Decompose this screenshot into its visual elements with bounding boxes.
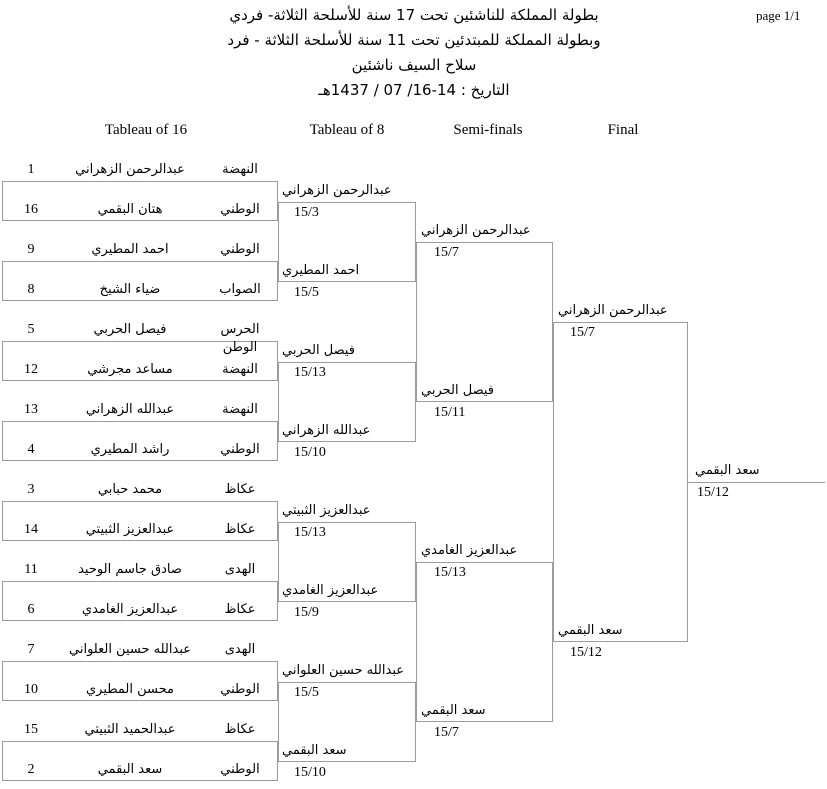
column-header-tableau8: Tableau of 8: [309, 122, 385, 138]
match-score: 15/7: [570, 325, 595, 340]
match-score: 15/10: [294, 445, 326, 460]
fencer-name: عبدالله حسين العلواني: [69, 642, 191, 657]
winner-name: عبدالرحمن الزهراني: [282, 183, 392, 198]
fencer-name: سعد البقمي: [97, 762, 163, 777]
match-connector-sf-2: [416, 562, 553, 722]
match-score: 15/9: [294, 605, 319, 620]
fencer-name: احمد المطيري: [91, 242, 169, 257]
winner-name: احمد المطيري: [282, 263, 360, 278]
date-line: التاريخ : 14-16/ 07 / 1437هـ: [318, 81, 510, 99]
club-name: الوطني: [220, 242, 260, 257]
seed-number: 12: [24, 362, 38, 377]
match-score: 15/13: [434, 565, 466, 580]
fencer-name: مساعد مجرشي: [87, 362, 173, 377]
champion-score: 15/12: [697, 485, 729, 500]
title-line-1: بطولة المملكة للناشئين تحت 17 سنة للأسلحة الثلاثة- فردي: [229, 6, 599, 24]
club-name: الوطني: [220, 682, 260, 697]
match-score: 15/7: [434, 245, 459, 260]
fencer-name: عبدالله الزهراني: [85, 402, 175, 417]
sheet-header: [114, 3, 714, 103]
club-name: النهضة: [222, 362, 258, 377]
winner-name: عبدالرحمن الزهراني: [421, 223, 531, 238]
match-score: 15/3: [294, 205, 319, 220]
match-connector-final: [553, 322, 688, 642]
seed-number: 10: [24, 682, 38, 697]
winner-name: فيصل الحربي: [421, 383, 494, 398]
match-score: 15/12: [570, 645, 602, 660]
fencer-name: عبدالحميد الثبيتي: [84, 722, 176, 737]
seed-number: 9: [27, 242, 35, 257]
club-name: الحرس الوطن: [220, 322, 260, 355]
fencer-name: عبدالرحمن الزهراني: [75, 162, 185, 177]
seed-number: 7: [27, 642, 35, 657]
match-score: 15/10: [294, 765, 326, 780]
club-name: الوطني: [220, 202, 260, 217]
column-header-semifinals: Semi-finals: [453, 122, 523, 138]
fencer-name: عبدالعزيز الغامدي: [81, 602, 179, 617]
match-connector-sf-1: [416, 242, 553, 402]
club-name: النهضة: [222, 162, 258, 177]
winner-name: عبدالعزيز الغامدي: [421, 543, 518, 558]
winner-name: عبدالعزيز الغامدي: [282, 583, 379, 598]
fencer-name: صادق جاسم الوحيد: [78, 562, 182, 577]
seed-number: 8: [27, 282, 35, 297]
match-score: 15/11: [434, 405, 466, 420]
fencer-name: فيصل الحربي: [93, 322, 167, 337]
club-name: عكاظ: [224, 602, 256, 617]
winner-name: سعد البقمي: [282, 743, 347, 758]
winner-name: سعد البقمي: [421, 703, 486, 718]
fencer-name: ضياء الشيخ: [99, 282, 161, 297]
title-line-2: وبطولة المملكة للمبتدئين تحت 11 سنة للأسلحة الثلاثة - فرد: [227, 31, 601, 49]
club-name: عكاظ: [224, 482, 256, 497]
fencer-name: محمد حبابي: [97, 482, 163, 497]
finalist-name: سعد البقمي: [558, 623, 623, 638]
champion-name: سعد البقمي: [695, 463, 760, 478]
club-name: النهضة: [222, 402, 258, 417]
club-name: عكاظ: [224, 522, 256, 537]
seed-number: 5: [27, 322, 35, 337]
champion-line: [688, 482, 825, 483]
seed-number: 3: [27, 482, 35, 497]
page-number: page 1/1: [756, 8, 801, 23]
fencer-name: عبدالعزيز الثبيتي: [85, 522, 175, 537]
match-score: 15/13: [294, 525, 326, 540]
club-name: الصواب: [219, 282, 261, 297]
seed-number: 4: [27, 442, 35, 457]
match-score: 15/5: [294, 685, 319, 700]
weapon-line: سلاح السيف ناشئين: [351, 56, 477, 74]
seed-number: 14: [24, 522, 38, 537]
club-name: الوطني: [220, 762, 260, 777]
seed-number: 6: [27, 602, 35, 617]
column-header-tableau16: Tableau of 16: [104, 122, 188, 138]
winner-name: فيصل الحربي: [282, 343, 355, 358]
seed-number: 11: [24, 562, 38, 577]
seed-number: 15: [24, 722, 38, 737]
match-score: 15/5: [294, 285, 319, 300]
match-score: 15/13: [294, 365, 326, 380]
finalist-name: عبدالرحمن الزهراني: [558, 303, 668, 318]
seed-number: 13: [24, 402, 38, 417]
seed-number: 16: [24, 202, 38, 217]
seed-number: 1: [27, 162, 35, 177]
winner-name: عبدالله الزهراني: [282, 423, 371, 438]
club-name: عكاظ: [224, 722, 256, 737]
fencer-name: محسن المطيري: [85, 682, 174, 697]
column-header-final: Final: [607, 122, 639, 138]
fencer-name: هتان البقمي: [97, 202, 163, 217]
club-name: الهدى: [224, 562, 256, 577]
winner-name: عبدالعزيز الثبيتي: [282, 503, 371, 518]
club-name: الوطني: [220, 442, 260, 457]
winner-name: عبدالله حسين العلواني: [282, 663, 404, 678]
seed-number: 2: [27, 762, 35, 777]
fencer-name: راشد المطيري: [90, 442, 170, 457]
match-score: 15/7: [434, 725, 459, 740]
club-name: الهدى: [224, 642, 256, 657]
